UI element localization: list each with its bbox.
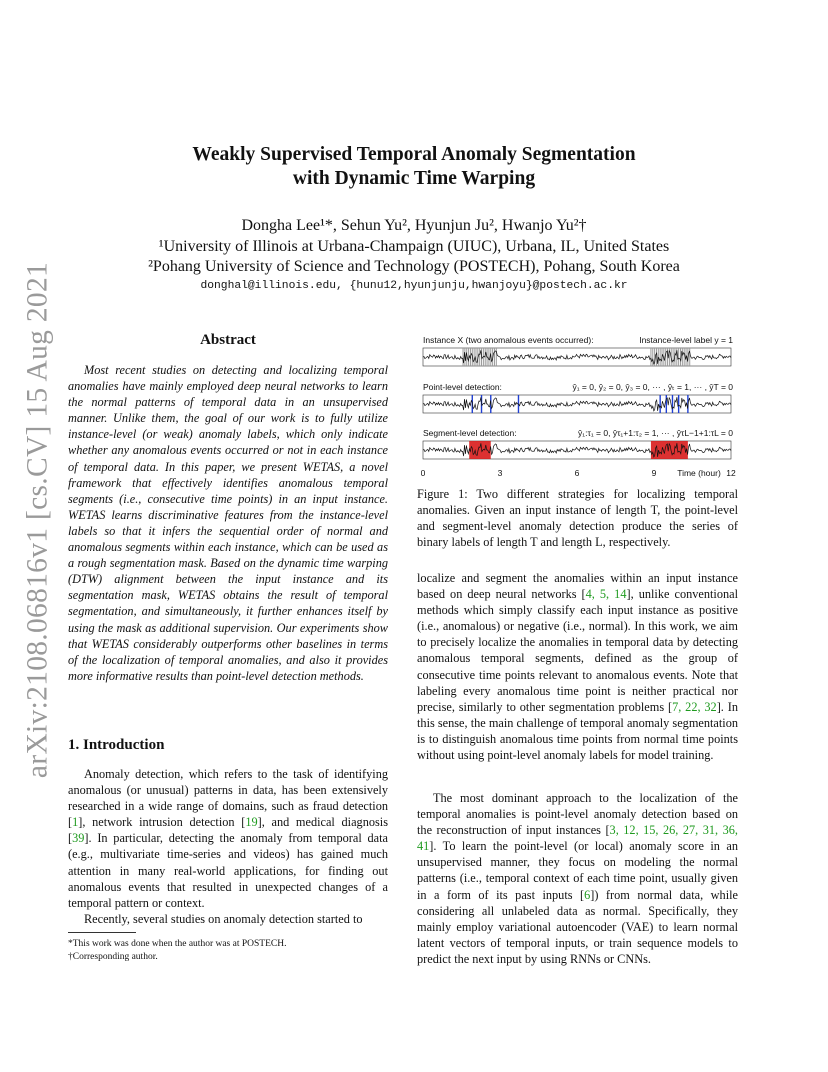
signal-trace-1 — [423, 350, 731, 364]
right-p2-text-c: ]) from normal data, while considering all unlabeled data as normal. Specifically, they mainly employ variational autoencoder (VAE) to learn normal latent vectors of temporal inputs, or train sequence models to predict the next input by using RNNs or CNNs. — [417, 887, 738, 966]
right-p1-paragraph — [417, 570, 738, 763]
citation-link[interactable]: 7, 22, 32 — [672, 699, 717, 714]
author-emails: donghal@illinois.edu, {hunu12,hyunjunju,hwanjoyu}@postech.ac.kr — [200, 280, 628, 292]
affiliation-1: ¹University of Illinois at Urbana-Champaign (UIUC), Urbana, IL, United States — [158, 238, 670, 255]
affiliation-2: ²Pohang University of Science and Technology (POSTECH), Pohang, South Korea — [148, 258, 680, 275]
x-tick-3: 3 — [497, 468, 503, 478]
right-column-paragraph-2 — [417, 790, 738, 967]
right-p2-text-b: ]. To learn the point-level (or local) anomaly score in an unsupervised manner, they focus on modeling the normal patterns (i.e., temporal context of each time point, usually given in a form of its past inputs [ — [417, 839, 738, 902]
row1-right-label: Instance-level label y = 1 — [639, 335, 733, 345]
introduction-heading: 1. Introduction — [68, 737, 165, 753]
x-axis-label: Time (hour) — [677, 468, 721, 478]
author-list: Dongha Lee¹*, Sehun Yu², Hyunjun Ju², Hwanjo Yu²† — [241, 217, 587, 234]
figure-1-graphic — [417, 332, 738, 482]
figure-panels — [423, 348, 731, 459]
signal-trace-2 — [423, 397, 731, 411]
x-tick-6: 6 — [574, 468, 580, 478]
citation-link[interactable]: 6 — [584, 887, 591, 902]
abstract-text: Most recent studies on detecting and localizing temporal anomalies have mainly employed deep neural networks to learn the normal patterns of temporal data in an unsupervised manner. Unlike them, the goal of our work is to fully utilize instance-level (or weak) anomaly labels, which only indicate whether any anomalous events occurred or not in each instance of temporal data. In this paper, we present WETAS, a novel framework that effectively identifies anomalous temporal segments (i.e., consecutive time points) in an input instance. WETAS learns discriminative features from the instance-level labels so that it infers the sequential order of normal and anomalous segments within each instance, which can be used as a rough segmentation mask. Based on the dynamic time warping (DTW) alignment between the input instance and its segmentation mask, WETAS obtains the result of temporal segmentation, and simultaneously, it further enhances itself by using the mask as additional supervision. Our experiments show that WETAS considerably outperforms other baselines in terms of the localization of temporal anomalies, and also it provides more informative results than point-level detection methods. — [68, 363, 388, 683]
right-p1-text-c: ]. In this sense, the main challenge of temporal anomaly segmentation is to distinguish anomalous time points from normal time points without using point-level anomaly labels for model training. — [417, 699, 738, 763]
intro-paragraph-2: Recently, several studies on anomaly detection started to — [83, 911, 363, 926]
intro-p1-text-c: ], and medical diagnosis [ — [68, 815, 388, 846]
paper-title-line2: with Dynamic Time Warping — [292, 168, 536, 189]
right-p1-text-a: localize and segment the anomalies within an input instance based on deep neural networks [ — [417, 571, 738, 602]
x-tick-9: 9 — [651, 468, 657, 478]
x-tick-0: 0 — [420, 468, 426, 478]
citation-link[interactable]: 1 — [72, 815, 79, 830]
right-p2-text-a: The most dominant approach to the localization of the temporal anomalies is point-level anomaly detection based on the reconstruction of input instances [ — [417, 791, 738, 838]
right-p2-paragraph — [417, 790, 738, 967]
intro-p1-text-a: Anomaly detection, which refers to the task of identifying anomalous (or unusual) patterns in data, has been extensively researched in a wide range of domains, such as fraud detection [ — [68, 767, 388, 830]
footnote-2: †Corresponding author. — [68, 952, 158, 962]
citation-link[interactable]: 39 — [72, 831, 85, 846]
citation-link[interactable]: 4, 5, 14 — [585, 587, 627, 602]
introduction-text — [68, 766, 388, 927]
intro-p1-text-b: ], network intrusion detection [ — [78, 815, 246, 830]
paper-title-line1: Weakly Supervised Temporal Anomaly Segmentation — [192, 144, 636, 165]
citation-link[interactable]: 19 — [245, 815, 258, 830]
arxiv-stamp — [10, 261, 66, 779]
citation-link[interactable]: 3, 12, 15, 26, 27, 31, 36, 41 — [417, 823, 738, 854]
right-column-paragraph-1 — [417, 570, 738, 763]
x-tick-12: 12 — [726, 468, 736, 478]
row3-right-label: ŷ₁:τ₁ = 0, ŷτ₁+1:τ₂ = 1, ··· , ŷτL−1+1:τL = 0 — [577, 428, 733, 438]
row2-right-label: ŷ₁ = 0, ŷ₂ = 0, ŷ₃ = 0, ··· , ŷₜ = 1, ··· , ŷT = 0 — [572, 382, 733, 392]
row3-left-label: Segment-level detection: — [423, 428, 517, 438]
row2-left-label: Point-level detection: — [423, 382, 502, 392]
figure-1 — [417, 332, 738, 482]
footnote-rule — [68, 932, 136, 933]
row1-left-label: Instance X (two anomalous events occurred): — [423, 335, 594, 345]
right-p1-text-b: ], unlike conventional methods which simply classify each input instance as positive (i.e., anomalous) or negative (i.e., normal). In this work, we aim to precisely localize the anomalies in temporal data by detecting anomalous temporal segments, defined as the group of consecutive time points relevant to anomalous events. Note that labeling every anomalous time point is neither practical nor precise, similarly to other segmentation problems [ — [417, 587, 738, 714]
footnote-1: *This work was done when the author was at POSTECH. — [68, 939, 287, 949]
arxiv-stamp-text: arXiv:2108.06816v1 [cs.CV] 15 Aug 2021 — [21, 261, 54, 779]
abstract-heading: Abstract — [200, 332, 256, 348]
intro-p1-text-d: ]. In particular, detecting the anomaly from temporal data (e.g., multivariate time-series and videos) has gained much attention in many real-world applications, for finding out anomalous events that resulted in unexpected changes of a temporal pattern or context. — [68, 831, 388, 910]
figure-1-caption: Figure 1: Two different strategies for localizing temporal anomalies. Given an input instance of length T, the point-level and segment-level anomaly detection produce the series of binary labels of length T and length L, respectively. — [417, 487, 738, 550]
intro-paragraph-1 — [68, 766, 388, 911]
